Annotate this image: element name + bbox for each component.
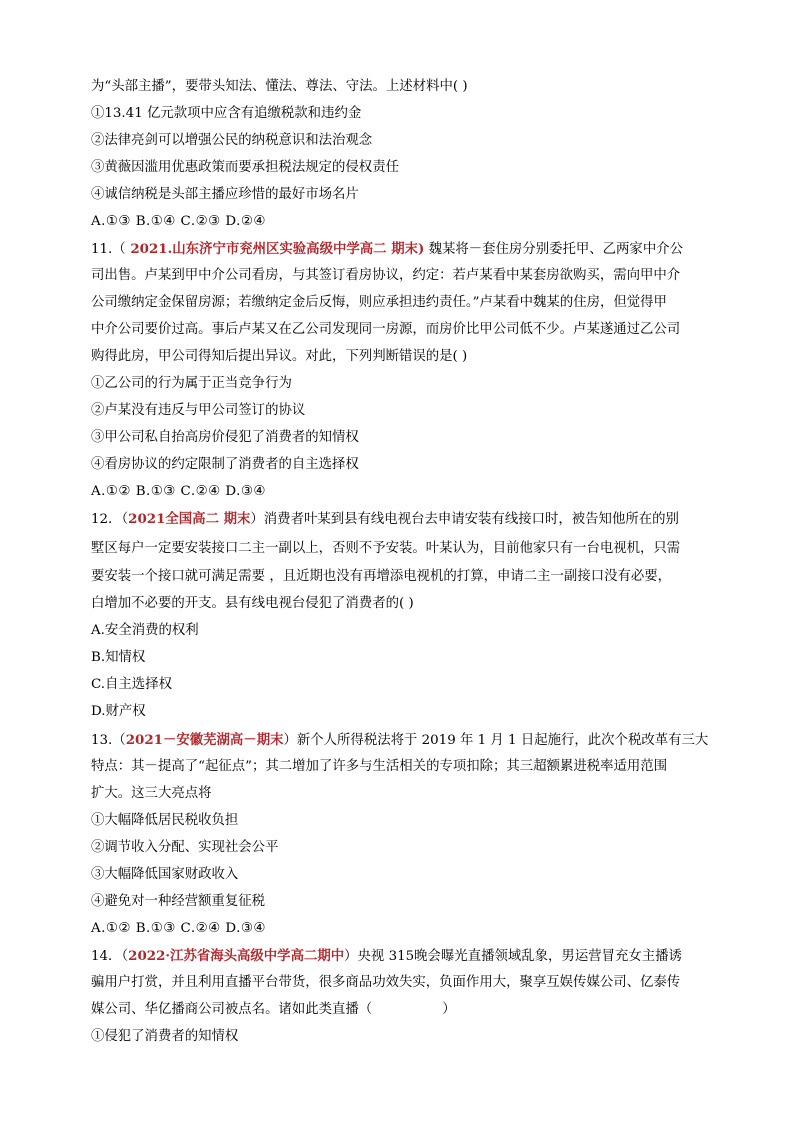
intro-option: ③黄薇因滥用优惠政策而要承担税法规定的侵权责任 — [91, 160, 399, 175]
question-11-first-line — [91, 240, 683, 259]
question-stem-line: 司出售。卢某到甲中介公司看房，与其签订看房协议，约定：若卢某看中某套房欲购买，需向甲中介 — [91, 268, 681, 283]
question-option: D.财产权 — [91, 704, 146, 719]
question-source: 2021.山东济宁市兖州区实验高级中学高二 期末) — [125, 241, 425, 257]
question-stem-line: 特点：其－提高了“起征点”；其二增加了许多与生活相关的专项扣除；其三超额累进税率适用范围 — [91, 759, 668, 774]
question-stem-line: 公司缴纳定金保留房源；若缴纳定金后反悔，则应承担违约责任。”卢某看中魏某的住房，但觉得甲 — [91, 295, 667, 310]
question-option: ④避免对一种经营额重复征税 — [91, 894, 266, 909]
question-number: 14．（ — [91, 949, 129, 964]
intro-option: ②法律亮剑可以增强公民的纳税意识和法治观念 — [91, 133, 373, 148]
question-number: 11.（ — [91, 242, 126, 257]
question-option: ①大幅降低居民税收负担 — [91, 813, 239, 828]
intro-answers: A.①③ B.①④ C.②③ D.②④ — [91, 214, 266, 229]
question-option: B.知情权 — [91, 650, 146, 665]
question-stem-line: 中介公司要价过高。事后卢某又在乙公司发现同一房源，而房价比甲公司低不少。卢某遂通过乙公司 — [91, 322, 681, 337]
intro-option: ④诚信纳税是头部主播应珍惜的最好市场名片 — [91, 187, 359, 202]
question-option: ③甲公司私自抬高房价侵犯了消费者的知情权 — [91, 430, 359, 445]
question-answers: A.①② B.①③ C.②④ D.③④ — [91, 484, 266, 499]
question-stem-end: ） — [442, 1002, 456, 1017]
question-option: ②卢某没有违反与甲公司签订的协议 — [91, 403, 306, 418]
question-12-first-line — [91, 510, 679, 529]
intro-option: ①13.41 亿元款项中应含有追缴税款和违约金 — [91, 106, 362, 121]
question-option: C.自主选择权 — [91, 677, 172, 692]
question-number: 12．（ — [91, 512, 129, 527]
question-stem: 魏某将－套住房分别委托甲、乙两家中介公 — [424, 242, 683, 257]
question-14-first-line — [91, 947, 682, 966]
question-source: 2021－安徽芜湖高－期末 — [125, 732, 284, 748]
question-option: A.安全消费的权利 — [91, 623, 199, 638]
question-stem-line: 扩大。这三大亮点将 — [91, 786, 212, 801]
question-stem-line: 要安装一个接口就可满足需要 ，且近期也没有再增添电视机的打算，申请二主一副接口没有必要， — [91, 569, 672, 584]
question-source: 2022·江苏省海头高级中学高二期中 — [128, 948, 345, 964]
question-option: ①乙公司的行为属于正当竞争行为 — [91, 376, 292, 391]
intro-line: 为“头部主播”，要带头知法、懂法、尊法、守法。上述材料中( ) — [91, 79, 468, 94]
question-stem-line — [91, 1001, 456, 1019]
question-stem-line: 购得此房，甲公司得知后提出异议。对此，下列判断错误的是( ) — [91, 349, 468, 364]
question-source: 2021全国高二 期末 — [128, 511, 251, 527]
question-stem-line: 墅区每户一定要安装接口二主一副以上，否则不予安装。叶某认为，目前他家只有一台电视机，只需 — [91, 541, 681, 556]
question-stem-line: 白增加不必要的开支。县有线电视台侵犯了消费者的( ) — [91, 596, 414, 611]
question-stem: ）央视 315晚会曝光直播领域乱象，男运营冒充女主播诱 — [344, 949, 682, 964]
question-stem: ）消费者叶某到县有线电视台去申请安装有线接口时，被告知他所在的别 — [250, 512, 679, 527]
question-stem: ）新个人所得税法将于 2019 年 1 月 1 日起施行，此次个税改革有三大 — [283, 733, 709, 748]
question-number: 13.（ — [91, 733, 126, 748]
question-option: ①侵犯了消费者的知情权 — [91, 1029, 239, 1044]
question-stem: 媒公司、华亿播商公司被点名。诸如此类直播（ — [91, 1002, 373, 1017]
question-13-first-line — [91, 731, 708, 750]
question-option: ④看房协议的约定限制了消费者的自主选择权 — [91, 457, 359, 472]
question-answers: A.①② B.①③ C.②④ D.③④ — [91, 921, 266, 936]
question-stem-line: 骗用户打赏，并且利用直播平台带货，很多商品功效失实，负面作用大，聚享互娱传媒公司、亿泰传 — [91, 975, 681, 990]
question-option: ③大幅降低国家财政收入 — [91, 867, 239, 882]
question-option: ②调节收入分配、实现社会公平 — [91, 840, 279, 855]
